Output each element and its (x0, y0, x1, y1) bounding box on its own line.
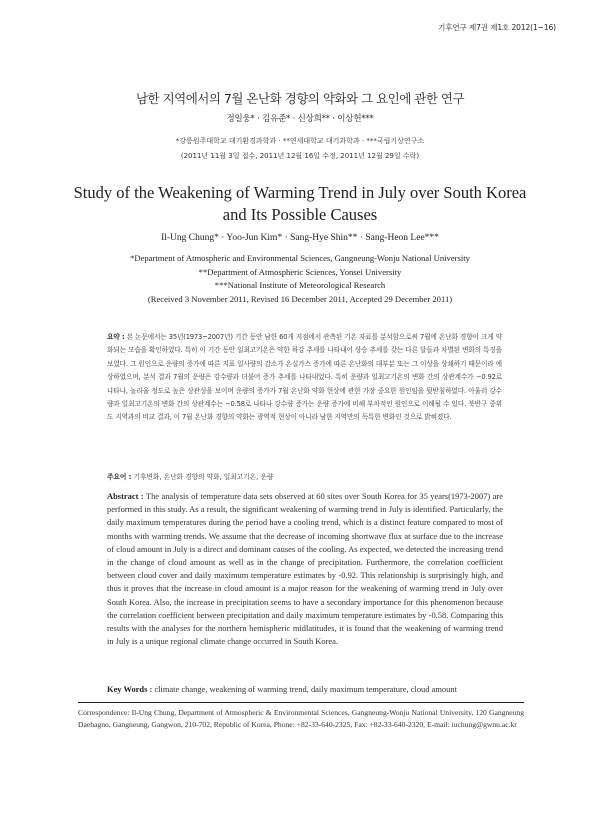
english-keywords-label: Key Words : (107, 684, 153, 694)
english-keywords (107, 684, 503, 694)
korean-authors: 정일웅* · 김유준* · 신상희** · 이상헌*** (226, 114, 374, 124)
korean-received-dates: (2011년 11월 3일 접수, 2011년 12월 16일 수정, 2011년 12월 29일 수락) (180, 152, 420, 160)
affiliation-line: ***National Institute of Meteorological Research (214, 280, 386, 290)
english-title-line-2: and Its Possible Causes (222, 205, 378, 224)
affiliation-line: *Department of Atmospheric and Environmental Sciences, Gangneung-Wonju National University (130, 253, 470, 263)
korean-keywords-text: 기후변화, 온난화 경향의 약화, 일최고기온, 운량 (133, 473, 274, 481)
english-authors: Il-Ung Chung* · Yoo-Jun Kim* · Sang-Hye Shin** · Sang-Heon Lee*** (161, 233, 439, 243)
english-abstract (107, 490, 503, 648)
korean-abstract (107, 331, 502, 425)
english-keywords-text: climate change, weakening of warming trend, daily maximum temperature, cloud amount (154, 684, 457, 694)
korean-title: 남한 지역에서의 7월 온난화 경향의 약화와 그 요인에 관한 연구 (135, 91, 465, 106)
journal-header: 기후연구 제7권 제1호 2012(1~16) (438, 23, 556, 32)
english-abstract-text: The analysis of temperature data sets observed at 60 sites over South Korea for 35 years(1973-2007) are performed in this study. As a result, the significant weakening of warming trend in July is identified. Particularly, the daily maximum temperatures during the period have a cooling trend, which is a distinct feature compared to most of months with warming trends. We assume that the decrease of incoming shortwave flux at surface due to the increase of cloud amount in July is a direct and dominant causes of the cooling. As expected, we detected the increasing trend in the change of cloud amount as well as in the change of precipitation. Furthermore, the correlation coefficient between cloud cover and daily maximum temperature estimates by -0.92. This relationship is surprisingly high, and thus it proves that the increase in cloud amount is a major reason for the weakening of warming trend in July over South Korea. Also, the increase in precipitation seems to have a secondary importance for this phenomenon because the correlation coefficient between precipitation and daily maximum temperature estimates by -0.58. Comparing this results with the analyses for the northern hemispheric midlatitudes, it is found that the weakening of warming trend in July is a unique regional climate change occurred in South Korea. (107, 491, 503, 647)
english-title-line-1: Study of the Weakening of Warming Trend in July over South Korea (73, 183, 527, 202)
received-dates: (Received 3 November 2011, Revised 16 December 2011, Accepted 29 December 2011) (147, 293, 453, 304)
korean-keywords-label: 주요어 : (107, 473, 132, 481)
english-affiliations (0, 252, 600, 306)
korean-abstract-text: 본 논문에서는 35년(1973~2007년) 기간 동안 남한 60개 지점에서 관측된 기온 자료를 분석함으로써 7월에 온난화 경향이 크게 약화되는 모습을 확인하였다. 특히 이 기간 동안 일최고기온은 약한 하강 추세를 나타내어 상승 추세를 갖는 다른 달들과 차별된 변화의 특징을 보였다. 그 원인으로 운량의 증가에 따른 지표 일사량의 감소가 온실가스 증가에 따른 온난화의 대부분 또는 그 이상을 상쇄하기 때문이라 예상하였으며, 분석 결과 7월의 운량은 강수량과 더불어 증가 추세를 나타내었다. 특히 운량과 일최고기온의 변화 간의 상관계수가 −0.92로 나타나, 놀라울 정도로 높은 상관성을 보이며 운량의 증가가 7월 온난화 약화 현상에 관한 가장 중요한 원인임을 뒷받침하였다. 아울러 강수량과 일최고기온의 변화 간의 상관계수는 −0.58로 나타나 강수량 증가는 운량 증가에 비해 부차적인 원인으로 이해될 수 있다. 북반구 중위도 지역과의 비교 결과, 이 7월 온난화 경향의 약화는 광역적 현상이 아니라 남한 지역만의 독특한 변화인 것으로 밝혀졌다. (107, 333, 503, 422)
footnote-divider (78, 702, 524, 703)
correspondence-footnote: Correspondence: Il-Ung Chung, Department of Atmospheric & Environmental Sciences, Gangneung-Wonju National University, 120 Gangneung Daehagno, Gangneung, Gangwon, 210-702, Republic of Korea, Phone: +82-33-640-2325, Fax: +82-33-640-2320, E-mail: iuchung@gwnu.ac.kr (78, 708, 524, 730)
affiliation-line: **Department of Atmospheric Sciences, Yonsei University (198, 266, 402, 277)
korean-keywords (107, 471, 502, 481)
korean-abstract-label: 요약 : (107, 333, 125, 341)
korean-affiliation: *강릉원주대학교 대기환경과학과 · **연세대학교 대기과학과 · ***국립기상연구소 (175, 137, 425, 145)
english-title (0, 182, 600, 226)
english-abstract-label: Abstract : (107, 491, 144, 501)
